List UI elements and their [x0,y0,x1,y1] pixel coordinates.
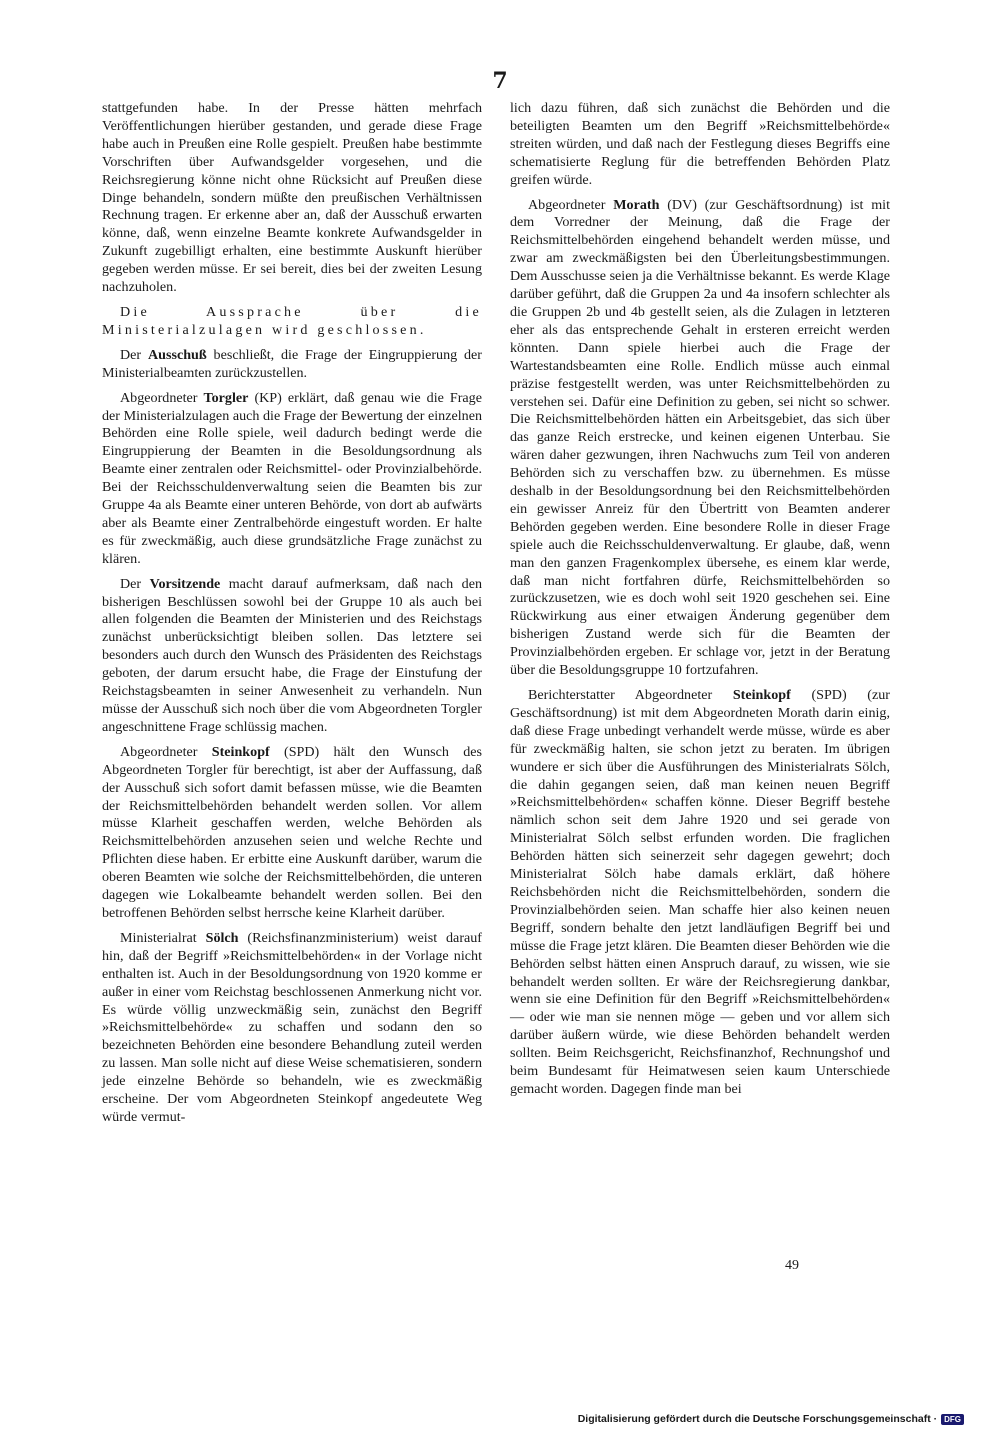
text: Abgeordneter [528,196,614,213]
left-paragraph-4 [102,390,482,569]
signature-mark: 49 [785,1258,799,1273]
text: macht darauf aufmerksam, daß nach den bisherigen Beschlüssen sowohl bei der Gruppe 10 als auch bei allen folgenden die Beamten der Ministerien und des Reichstags zunächst unberücksichtigt bleiben sollen. Das letztere sei besonders auch durch den Wunsch des Präsidenten des Reichstags geboten, der darum ersucht habe, die Frage der Einstufung der Reichstagsbeamten in seiner Anwesenheit zu verhandeln. Nun müsse der Ausschuß sich noch über die vom Abgeordneten Torgler angeschnittene Frage schlüssig machen. [102,575,482,735]
text: beschließt, die Frage der Eingruppierung der Ministerialbeamten zurückzustellen. [102,346,483,381]
left-paragraph-6 [102,744,482,923]
right-paragraph-2 [510,197,890,680]
left-paragraph-5 [102,576,482,737]
text: (Reichsfinanzministerium) weist darauf hin, daß der Begriff »Reichsmittelbehörden« in der Vorlage nicht enthalten ist. Auch in der Besoldungsordnung von 1920 komme er außer in einer vom Reichstag beschlossenen Anmerkung nicht vor. Es würde völlig unzweckmäßig sein, zunächst den Begriff »Reichsmittelbehörde« zu schaffen und sodann den so bezeichneten Behörden eine besondere Behandlung zuteil werden zu lassen. Man solle nicht auf diese Weise schematisieren, sondern jede einzelne Behörde so behandeln, wie es zweckmäßig erscheine. Der vom Abgeordneten Steinkopf angedeutete Weg würde vermut- [102,929,483,1125]
footer-text: Digitalisierung gefördert durch die Deutsche Forschungsgemeinschaft · [577,1413,938,1425]
speaker-name: Steinkopf [732,687,791,703]
text: Berichterstatter Abgeordneter [528,687,733,703]
speaker-name: Vorsitzende [149,575,221,592]
right-column [510,100,890,1106]
left-paragraph-7 [102,930,482,1127]
left-column [102,100,482,1134]
text: (KP) erklärt, daß genau wie die Frage der Ministerialzulagen auch die Frage der Bewertung der einzelnen Behörden eine Rolle spiele, weil dadurch bedingt werde die Eingruppierung der Beamten in die Besoldungsordnung als Beamte einer zentralen oder Reichsmittel- oder Provinzialbehörde. Bei der Reichsschuldenverwaltung seien die Beamten bis zur Gruppe 4a als Beamte einer unteren Behörde, von dort ab aufwärts aber als Beamte einer Zentralbehörde eingestuft worden. Er halte es für zweckmäßig, auch diese grundsätzliche Frage zunächst zu klären. [102,389,482,567]
text: Abgeordneter [120,743,212,760]
text: (DV) (zur Geschäftsordnung) ist mit dem Vorredner der Meinung, daß die Frage der Reichsmittelbehörden eingehend behandelt werden müsse, und zwar am zweckmäßigsten bei den Überleitungsbestimmungen. Dem Ausschusse seien ja die Verhältnisse bekannt. Es werde Klage darüber geführt, daß die Gruppen 2a und 4a insofern schlechter als die Gruppen 2b und 4b gestellt seien, als die Zulagen in letzteren eher als das entsprechende Gehalt in ersteren erreicht werden könnten. Dann spiele hierbei auch die Frage der Wartestandsbeamten eine Rolle. Endlich müsse auch einmal präzise festgestellt werden, was unter Reichsmittelbehörden zu verstehen sei. Dafür eine Definition zu geben, sei nicht so schwer. Die Reichsmittelbehörden hätten ein Arbeitsgebiet, das sich über das ganze Reich erstrecke, und keinen eigenen Unterbau. Sie wären daher gezwungen, ihren Nachwuchs zum Teil von anderen Behörden sich zu verschaffen bzw. zu übernehmen. Es müsse deshalb in der Besoldungsordnung bei den Reichsmittelbehörden ein gewisser Anreiz für den Übertritt von Beamten anderer Behörden gegeben werden. Eine besondere Rolle in dieser Frage spiele auch die Reichsschuldenverwaltung. Er glaube, daß, wenn man den ganzen Fragenkomplex übersehe, es einem klar werde, daß man nicht fortfahren dürfe, Reichsmittelbehörden so zurückzusetzen, wie es doch wohl seit 1920 geschehen sei. Eine Rückwirkung aus einer etwaigen Änderung gegenüber dem bisherigen Zustand werde sich für die Beamten der Provinzialbehörden ergeben. Er schlage vor, jetzt in der Beratung über die Besoldungsgruppe 10 fortzufahren. [510,196,890,679]
dfg-logo: DFG [941,1414,964,1425]
text: (SPD) (zur Geschäftsordnung) ist mit dem Abgeordneten Morath darin einig, daß diese Frage unbedingt verhandelt werde müsse, würde es aber für zweckmäßig halten, sie schon jetzt zu beraten. Im übrigen wundere er sich über die Ausführungen des Ministerialrats Sölch, die dahin gegangen seien, daß man keinen neuen Begriff »Reichsmittelbehörden« schaffen könne. Dieser Begriff bestehe nämlich schon seit dem Jahre 1920 und sei gerade von Ministerialrat Sölch selbst erfunden worden. Die fraglichen Behörden hätten sich seinerzeit sehr dagegen gewehrt; doch Ministerialrat Sölch habe damals erklärt, daß höhere Reichsbehörden nicht die Reichsmittelbehörden, sondern die Provinzialbehörden seien. Man schaffe hier also keinen neuen Begriff, sondern behalte den jetzt landläufigen Begriff bei und müsse die Frage jetzt klären. Die Beamten dieser Behörden wie die Behörden selbst hätten einen Anspruch darauf, zu wissen, wie sie behandelt werden sollten. Er wäre der Reichsregierung dankbar, wenn sie eine Definition für den Begriff »Reichsmittelbehörden« — oder wie man sie nennen möge — geben und vor allem sich darüber äußern würde, wie diese Behörden behandelt werden sollten. Beim Reichsgericht, Reichsfinanzhof, Rechnungshof und beim Bundesamt für Heimatwesen seien kaum Unterschiede gemacht worden. Dagegen finde man bei [510,687,891,1097]
page-number: 7 [492,68,508,94]
speaker-name: Sölch [205,929,239,946]
text: Der [120,575,150,592]
right-paragraph-1: lich dazu führen, daß sich zunächst die Behörden und die beteiligten Beamten um den Begriff »Reichsmittelbehörde« streiten würden, und daß nach der Festlegung dieses Begriffs eine schematisierte Reglung für die betreffenden Behörden Platz greifen würde. [510,100,890,188]
text: (SPD) hält den Wunsch des Abgeordneten Torgler für berechtigt, ist aber der Auffassung, daß der Ausschuß sich sofort damit befassen müsse, wie die Beamten der Reichsmittelbehörden behandelt werden sollen. Vor allem müsse Klarheit geschaffen werden, welche Behörden als Reichsmittelbehörden anzusehen seien und welche Rechte und Pflichten diese haben. Er erbitte eine Auskunft darüber, warum die oberen Beamten wie solche der Reichsmittelbehörden, die unteren dagegen wie Lokalbeamte behandelt werden sollen. Bei den betroffenen Behörden selbst herrsche keine Klarheit darüber. [102,743,482,921]
speaker-name: Ausschuß [147,346,207,363]
left-paragraph-2: Die Aussprache über die Ministerialzulagen wird geschlossen. [102,303,482,338]
text: Ministerialrat [120,929,206,946]
speaker-name: Torgler [203,389,249,406]
right-paragraph-3 [510,687,890,1099]
text: Abgeordneter [120,389,204,406]
text: Der [120,346,148,363]
speaker-name: Steinkopf [211,743,270,760]
footer [578,1413,964,1425]
left-paragraph-3 [102,347,482,383]
speaker-name: Morath [613,196,660,213]
left-paragraph-1: stattgefunden habe. In der Presse hätten mehrfach Veröffentlichungen hierüber gestanden, und gerade diese Frage habe auch in Preußen eine Rolle gespielt. Preußen habe bestimmte Vorschriften über Aufwandsgelder vorgesehen, und die Reichsregierung könne nicht ohne Rücksicht auf Preußen diese Dinge behandeln, sondern müßte den preußischen Verhältnissen Rechnung tragen. Er erkenne aber an, daß der Ausschuß erwarten könne, daß, wenn einzelne Beamte konkrete Aufwandsgelder in Zukunft zugebilligt erhalten, eine bestimmte Auskunft hierüber gegeben werden müsse. Er sei bereit, dies bei der zweiten Lesung nachzuholen. [102,100,482,296]
